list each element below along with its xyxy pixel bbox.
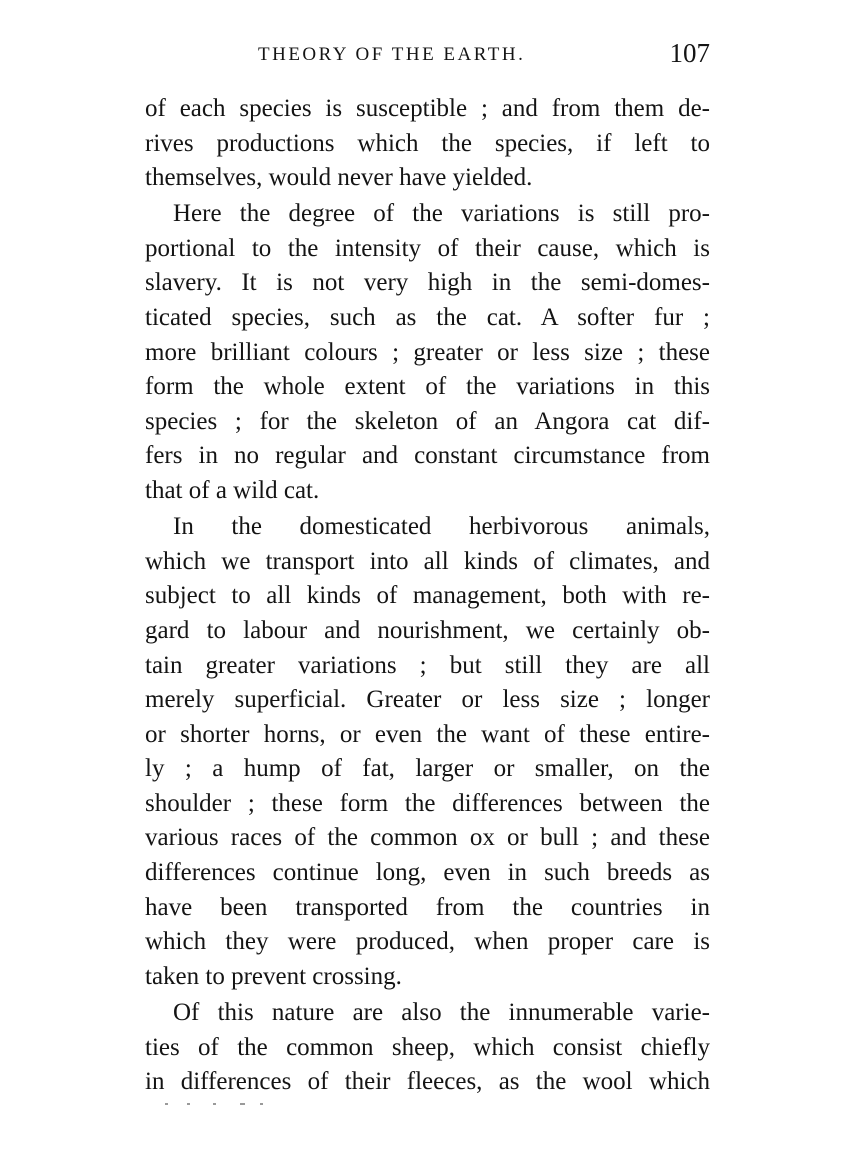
body-text xyxy=(145,92,710,1100)
text-line: shoulder ; these form the differences between the xyxy=(145,789,710,817)
text-line: of each species is susceptible ; and from them de- xyxy=(145,95,710,122)
print-specks xyxy=(165,1103,325,1107)
text-line: that of a wild cat. xyxy=(145,477,320,505)
text-line: which we transport into all kinds of climates, and xyxy=(145,547,710,575)
text-line: form the whole extent of the variations in this xyxy=(145,373,710,401)
text-line: which they were produced, when proper care is xyxy=(145,928,710,956)
text-line: more brilliant colours ; greater or less size ; these xyxy=(145,338,710,366)
text-line: Of this nature are also the innumerable varie- xyxy=(173,998,710,1026)
text-line: various races of the common ox or bull ; and these xyxy=(145,824,710,852)
running-head xyxy=(145,38,710,74)
paragraph xyxy=(145,92,710,196)
text-line: species ; for the skeleton of an Angora cat dif- xyxy=(145,407,710,435)
page-number: 107 xyxy=(669,38,710,68)
running-title: THEORY OF THE EARTH. xyxy=(258,44,526,65)
text-line: differences continue long, even in such breeds as xyxy=(145,859,710,887)
paragraph xyxy=(145,510,710,994)
text-line: or shorter horns, or even the want of these entire- xyxy=(145,720,710,748)
text-line: subject to all kinds of management, both with re- xyxy=(145,582,710,610)
text-line: in differences of their fleeces, as the wool which xyxy=(145,1068,710,1096)
text-line: ly ; a hump of fat, larger or smaller, on the xyxy=(145,755,710,783)
text-line: taken to prevent crossing. xyxy=(145,962,402,990)
text-line: rives productions which the species, if left to xyxy=(145,129,710,157)
text-line: gard to labour and nourishment, we certainly ob- xyxy=(145,616,710,644)
text-line: ticated species, such as the cat. A softer fur ; xyxy=(145,304,710,332)
text-line: fers in no regular and constant circumstance from xyxy=(145,442,710,470)
text-line: tain greater variations ; but still they are all xyxy=(145,651,710,679)
text-line: ties of the common sheep, which consist chiefly xyxy=(145,1033,710,1061)
paragraph xyxy=(145,996,710,1100)
text-line: portional to the intensity of their cause, which is xyxy=(145,234,710,262)
text-line: themselves, would never have yielded. xyxy=(145,164,533,192)
text-line: Here the degree of the variations is still pro- xyxy=(173,200,710,228)
text-line: merely superficial. Greater or less size ; longer xyxy=(145,686,710,714)
text-line: slavery. It is not very high in the semi-domes- xyxy=(145,269,710,297)
text-line: In the domesticated herbivorous animals, xyxy=(173,513,710,541)
text-line: have been transported from the countries in xyxy=(145,893,710,921)
paragraph xyxy=(145,197,710,508)
